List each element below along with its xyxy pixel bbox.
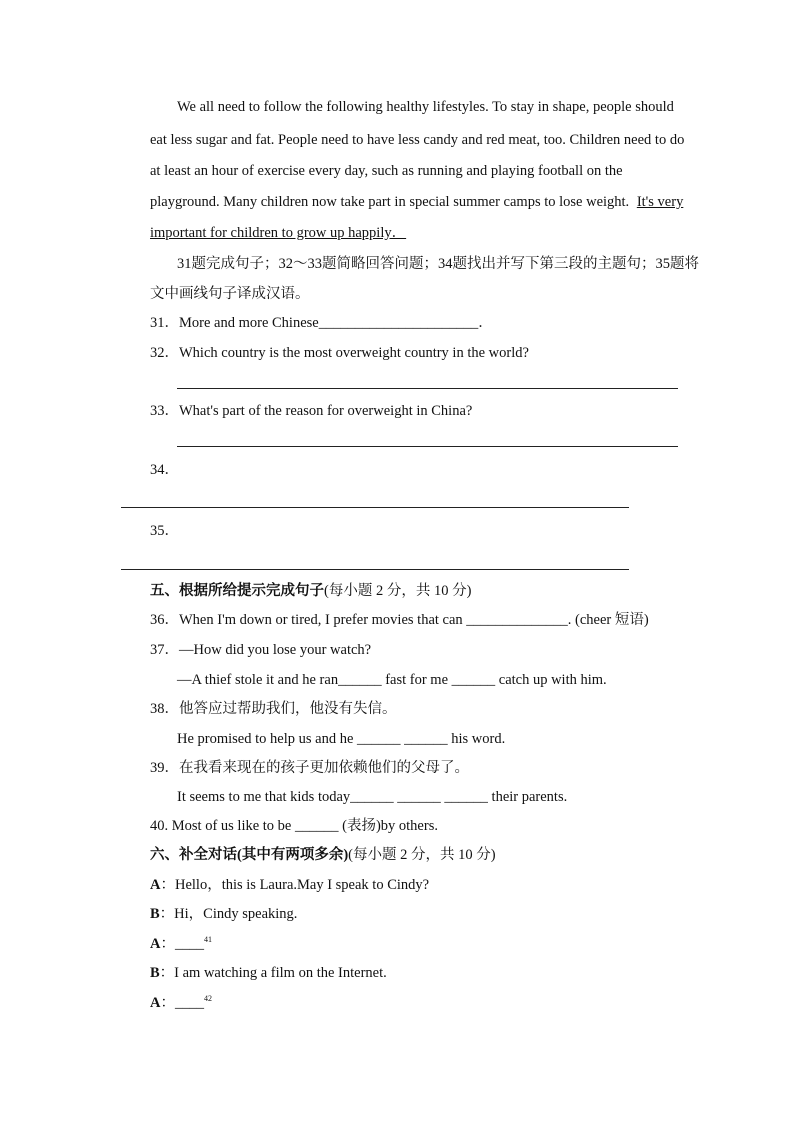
section-5-title: [150, 582, 471, 600]
underlined-sentence-part-2: important for children to grow up happily．: [150, 225, 407, 241]
passage-line-4-text: playground. Many children now take part in special summer camps to lose weight.: [150, 194, 630, 210]
dialogue-line: [150, 876, 429, 894]
answer-line-35: [121, 569, 629, 570]
question-39-answer: It seems to me that kids today______ ______ ______ their parents.: [177, 789, 568, 805]
question-36: 36．When I'm down or tired, I prefer movies that can ______________. (cheer 短语): [150, 612, 649, 628]
speaker-label: B: [150, 965, 160, 981]
section-6-title-score: (每小题 2 分，共 10 分): [348, 847, 496, 863]
question-32: 32．Which country is the most overweight country in the world?: [150, 345, 529, 361]
blank-number-41: 41: [203, 935, 212, 944]
blank-number-42: 42: [203, 994, 212, 1003]
question-39-prompt: 39．在我看来现在的孩子更加依赖他们的父母了。: [150, 760, 469, 776]
section-6-title: [150, 846, 496, 864]
section-5-title-bold: 五、根据所给提示完成句子: [150, 583, 324, 599]
answer-line-32: [177, 388, 678, 389]
dialogue-blank: ：____: [160, 995, 204, 1011]
question-38-prompt: 38．他答应过帮助我们，他没有失信。: [150, 701, 397, 717]
question-38-answer: He promised to help us and he ______ ______ his word.: [177, 731, 506, 747]
question-31: 31．More and more Chinese______________________．: [150, 315, 493, 331]
speaker-label: A: [150, 877, 161, 893]
passage-line-3: at least an hour of exercise every day, such as running and playing football on the: [150, 163, 623, 179]
answer-line-33: [177, 446, 678, 447]
section-6-title-bold: 六、补全对话(其中有两项多余): [150, 847, 349, 863]
dialogue-text: ：Hi，Cindy speaking.: [159, 906, 298, 922]
speaker-label: B: [150, 906, 160, 922]
dialogue-line: [150, 964, 387, 982]
dialogue-line: [150, 905, 297, 923]
underlined-sentence-part-1: It's very: [636, 194, 684, 210]
section-5-title-score: (每小题 2 分，共 10 分): [324, 583, 472, 599]
question-40: 40. Most of us like to be ______ (表扬)by others.: [150, 818, 438, 834]
dialogue-text: ：Hello，this is Laura.May I speak to Cindy?: [160, 877, 430, 893]
dialogue-blank: ：____: [160, 936, 204, 952]
passage-line-2: eat less sugar and fat. People need to have less candy and red meat, too. Children need to do: [150, 132, 685, 148]
question-34: 34．: [150, 462, 179, 478]
answer-line-34: [121, 507, 629, 508]
question-35: 35．: [150, 523, 179, 539]
question-33: 33．What's part of the reason for overweight in China?: [150, 403, 473, 419]
question-37-prompt: 37．—How did you lose your watch?: [150, 642, 372, 658]
dialogue-text: ：I am watching a film on the Internet.: [159, 965, 387, 981]
question-37-answer: —A thief stole it and he ran______ fast for me ______ catch up with him.: [177, 672, 607, 688]
passage-line-1: We all need to follow the following healthy lifestyles. To stay in shape, people should: [177, 99, 674, 115]
speaker-label: A: [150, 995, 161, 1011]
dialogue-line: [150, 994, 212, 1012]
instructions-line-1: 31题完成句子；32～33题简略回答问题；34题找出并写下第三段的主题句；35题将: [177, 256, 699, 272]
passage-line-4: [150, 193, 683, 211]
instructions-line-2: 文中画线句子译成汉语。: [150, 286, 310, 302]
dialogue-line: [150, 935, 212, 953]
speaker-label: A: [150, 936, 161, 952]
